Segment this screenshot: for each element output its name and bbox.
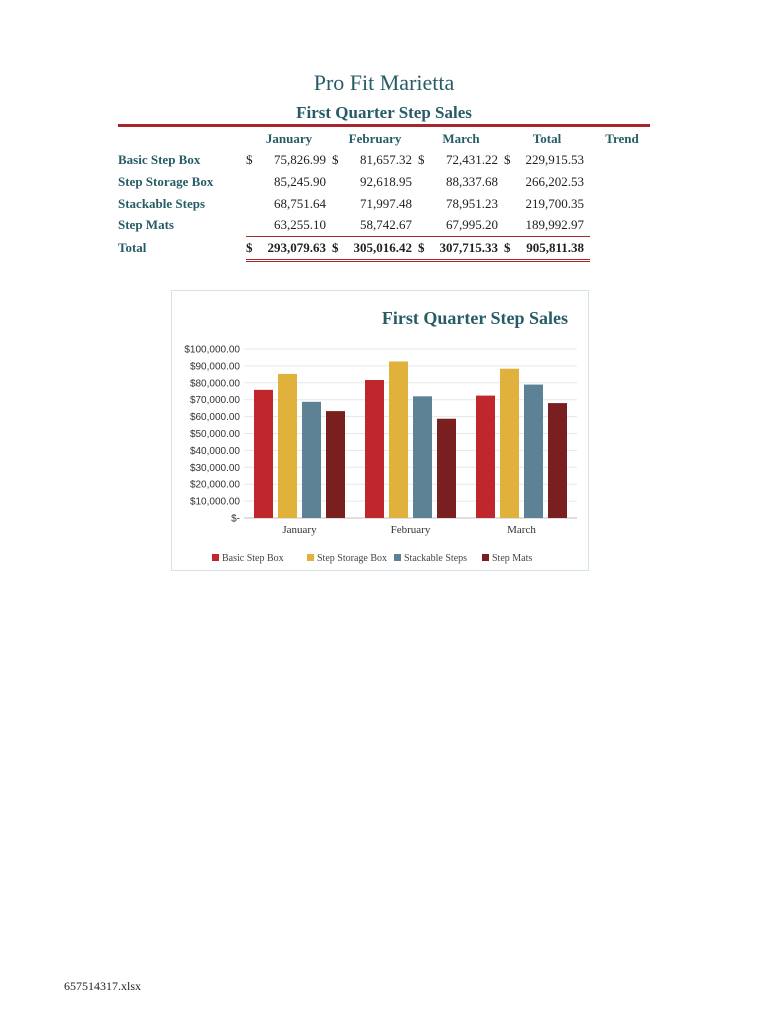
x-tick-label: January xyxy=(282,524,317,536)
total-cell: 293,079.63 xyxy=(256,236,332,260)
y-tick-label: $20,000.00 xyxy=(189,479,240,491)
bar-step-storage-box-february[interactable] xyxy=(389,361,408,518)
header-blank xyxy=(114,128,246,150)
table-row xyxy=(114,214,654,236)
value-cell: 78,951.23 xyxy=(446,195,498,211)
currency-symbol: $ xyxy=(504,236,514,260)
table-row xyxy=(114,150,654,172)
value-cell: 85,245.90 xyxy=(274,173,326,189)
y-tick-label: $90,000.00 xyxy=(189,361,240,373)
currency-symbol: $ xyxy=(418,152,425,168)
row-label: Step Storage Box xyxy=(118,173,214,189)
row-label: Basic Step Box xyxy=(118,152,201,168)
chart-bars xyxy=(254,361,567,518)
legend-label: Step Mats xyxy=(492,553,533,564)
trend-cell xyxy=(590,214,654,236)
table-row xyxy=(114,171,654,193)
y-tick-label: $30,000.00 xyxy=(189,462,240,474)
value-cell: 68,751.64 xyxy=(274,195,326,211)
chart-title: First Quarter Step Sales xyxy=(381,308,568,328)
legend-label: Step Storage Box xyxy=(317,553,387,564)
currency-symbol: $ xyxy=(332,152,339,168)
header-february: February xyxy=(348,130,402,146)
trend-cell xyxy=(590,193,654,215)
value-cell: 266,202.53 xyxy=(525,173,584,189)
y-tick-label: $60,000.00 xyxy=(189,412,240,424)
y-tick-label: $100,000.00 xyxy=(184,344,240,356)
value-cell: 58,742.67 xyxy=(360,217,412,233)
value-cell: 229,915.53 xyxy=(525,152,584,168)
bar-step-storage-box-march[interactable] xyxy=(500,369,519,518)
trend-cell xyxy=(590,171,654,193)
page-subtitle: First Quarter Step Sales xyxy=(296,103,472,122)
total-cell: 307,715.33 xyxy=(428,236,504,260)
legend-label: Stackable Steps xyxy=(404,553,468,564)
page-title: Pro Fit Marietta xyxy=(313,70,455,95)
value-cell: 92,618.95 xyxy=(360,173,412,189)
y-tick-label: $- xyxy=(231,513,240,525)
bar-stackable-steps-january[interactable] xyxy=(302,402,321,518)
value-cell: 72,431.22 xyxy=(446,152,498,168)
sales-table xyxy=(114,128,654,262)
header-january: January xyxy=(265,130,313,146)
x-tick-label: February xyxy=(390,524,431,536)
y-tick-label: $40,000.00 xyxy=(189,445,240,457)
value-cell: 189,992.97 xyxy=(525,217,584,233)
header-march: March xyxy=(442,130,480,146)
y-tick-label: $50,000.00 xyxy=(189,429,240,440)
chart-x-axis xyxy=(282,524,536,536)
currency-symbol: $ xyxy=(418,236,428,260)
value-cell: 81,657.32 xyxy=(360,152,412,168)
value-cell: 67,995.20 xyxy=(446,217,498,233)
bar-basic-step-box-february[interactable] xyxy=(365,380,384,518)
value-cell: 63,255.10 xyxy=(274,217,326,233)
legend-swatch xyxy=(394,554,401,561)
bar-step-storage-box-january[interactable] xyxy=(278,374,297,518)
chart-legend xyxy=(212,553,532,564)
value-cell: 71,997.48 xyxy=(360,195,412,211)
row-label: Stackable Steps xyxy=(118,195,206,211)
chart-y-axis xyxy=(184,345,240,525)
bar-stackable-steps-february[interactable] xyxy=(413,396,432,518)
trend-cell xyxy=(590,150,654,172)
sales-chart[interactable] xyxy=(171,290,589,571)
header-total: Total xyxy=(532,130,562,146)
total-cell: 305,016.42 xyxy=(342,236,418,260)
total-label: Total xyxy=(118,240,147,256)
title-underline xyxy=(118,124,650,127)
bar-basic-step-box-march[interactable] xyxy=(476,396,495,518)
currency-symbol: $ xyxy=(332,236,342,260)
value-cell: 219,700.35 xyxy=(525,195,584,211)
y-tick-label: $70,000.00 xyxy=(189,395,240,407)
currency-symbol: $ xyxy=(246,152,253,168)
bar-step-mats-march[interactable] xyxy=(548,403,567,518)
table-row xyxy=(114,193,654,215)
bar-step-mats-february[interactable] xyxy=(437,419,456,518)
total-cell: 905,811.38 xyxy=(514,236,590,260)
value-cell: 88,337.68 xyxy=(446,173,498,189)
chart-canvas xyxy=(172,291,588,570)
table-header-row xyxy=(114,128,654,150)
trend-cell xyxy=(590,236,654,260)
legend-label: Basic Step Box xyxy=(222,553,284,564)
bar-stackable-steps-march[interactable] xyxy=(524,385,543,518)
legend-swatch xyxy=(482,554,489,561)
row-label: Step Mats xyxy=(118,217,174,233)
y-tick-label: $10,000.00 xyxy=(189,496,240,508)
legend-swatch xyxy=(212,554,219,561)
y-tick-label: $80,000.00 xyxy=(189,378,240,390)
currency-symbol: $ xyxy=(246,236,256,260)
table-total-row xyxy=(114,236,654,260)
currency-symbol: $ xyxy=(504,152,511,168)
legend-swatch xyxy=(307,554,314,561)
bar-basic-step-box-january[interactable] xyxy=(254,390,273,518)
header-trend: Trend xyxy=(605,130,639,146)
footer-filename: 657514317.xlsx xyxy=(64,979,142,993)
bar-step-mats-january[interactable] xyxy=(326,411,345,518)
x-tick-label: March xyxy=(507,524,536,536)
value-cell: 75,826.99 xyxy=(274,152,326,168)
